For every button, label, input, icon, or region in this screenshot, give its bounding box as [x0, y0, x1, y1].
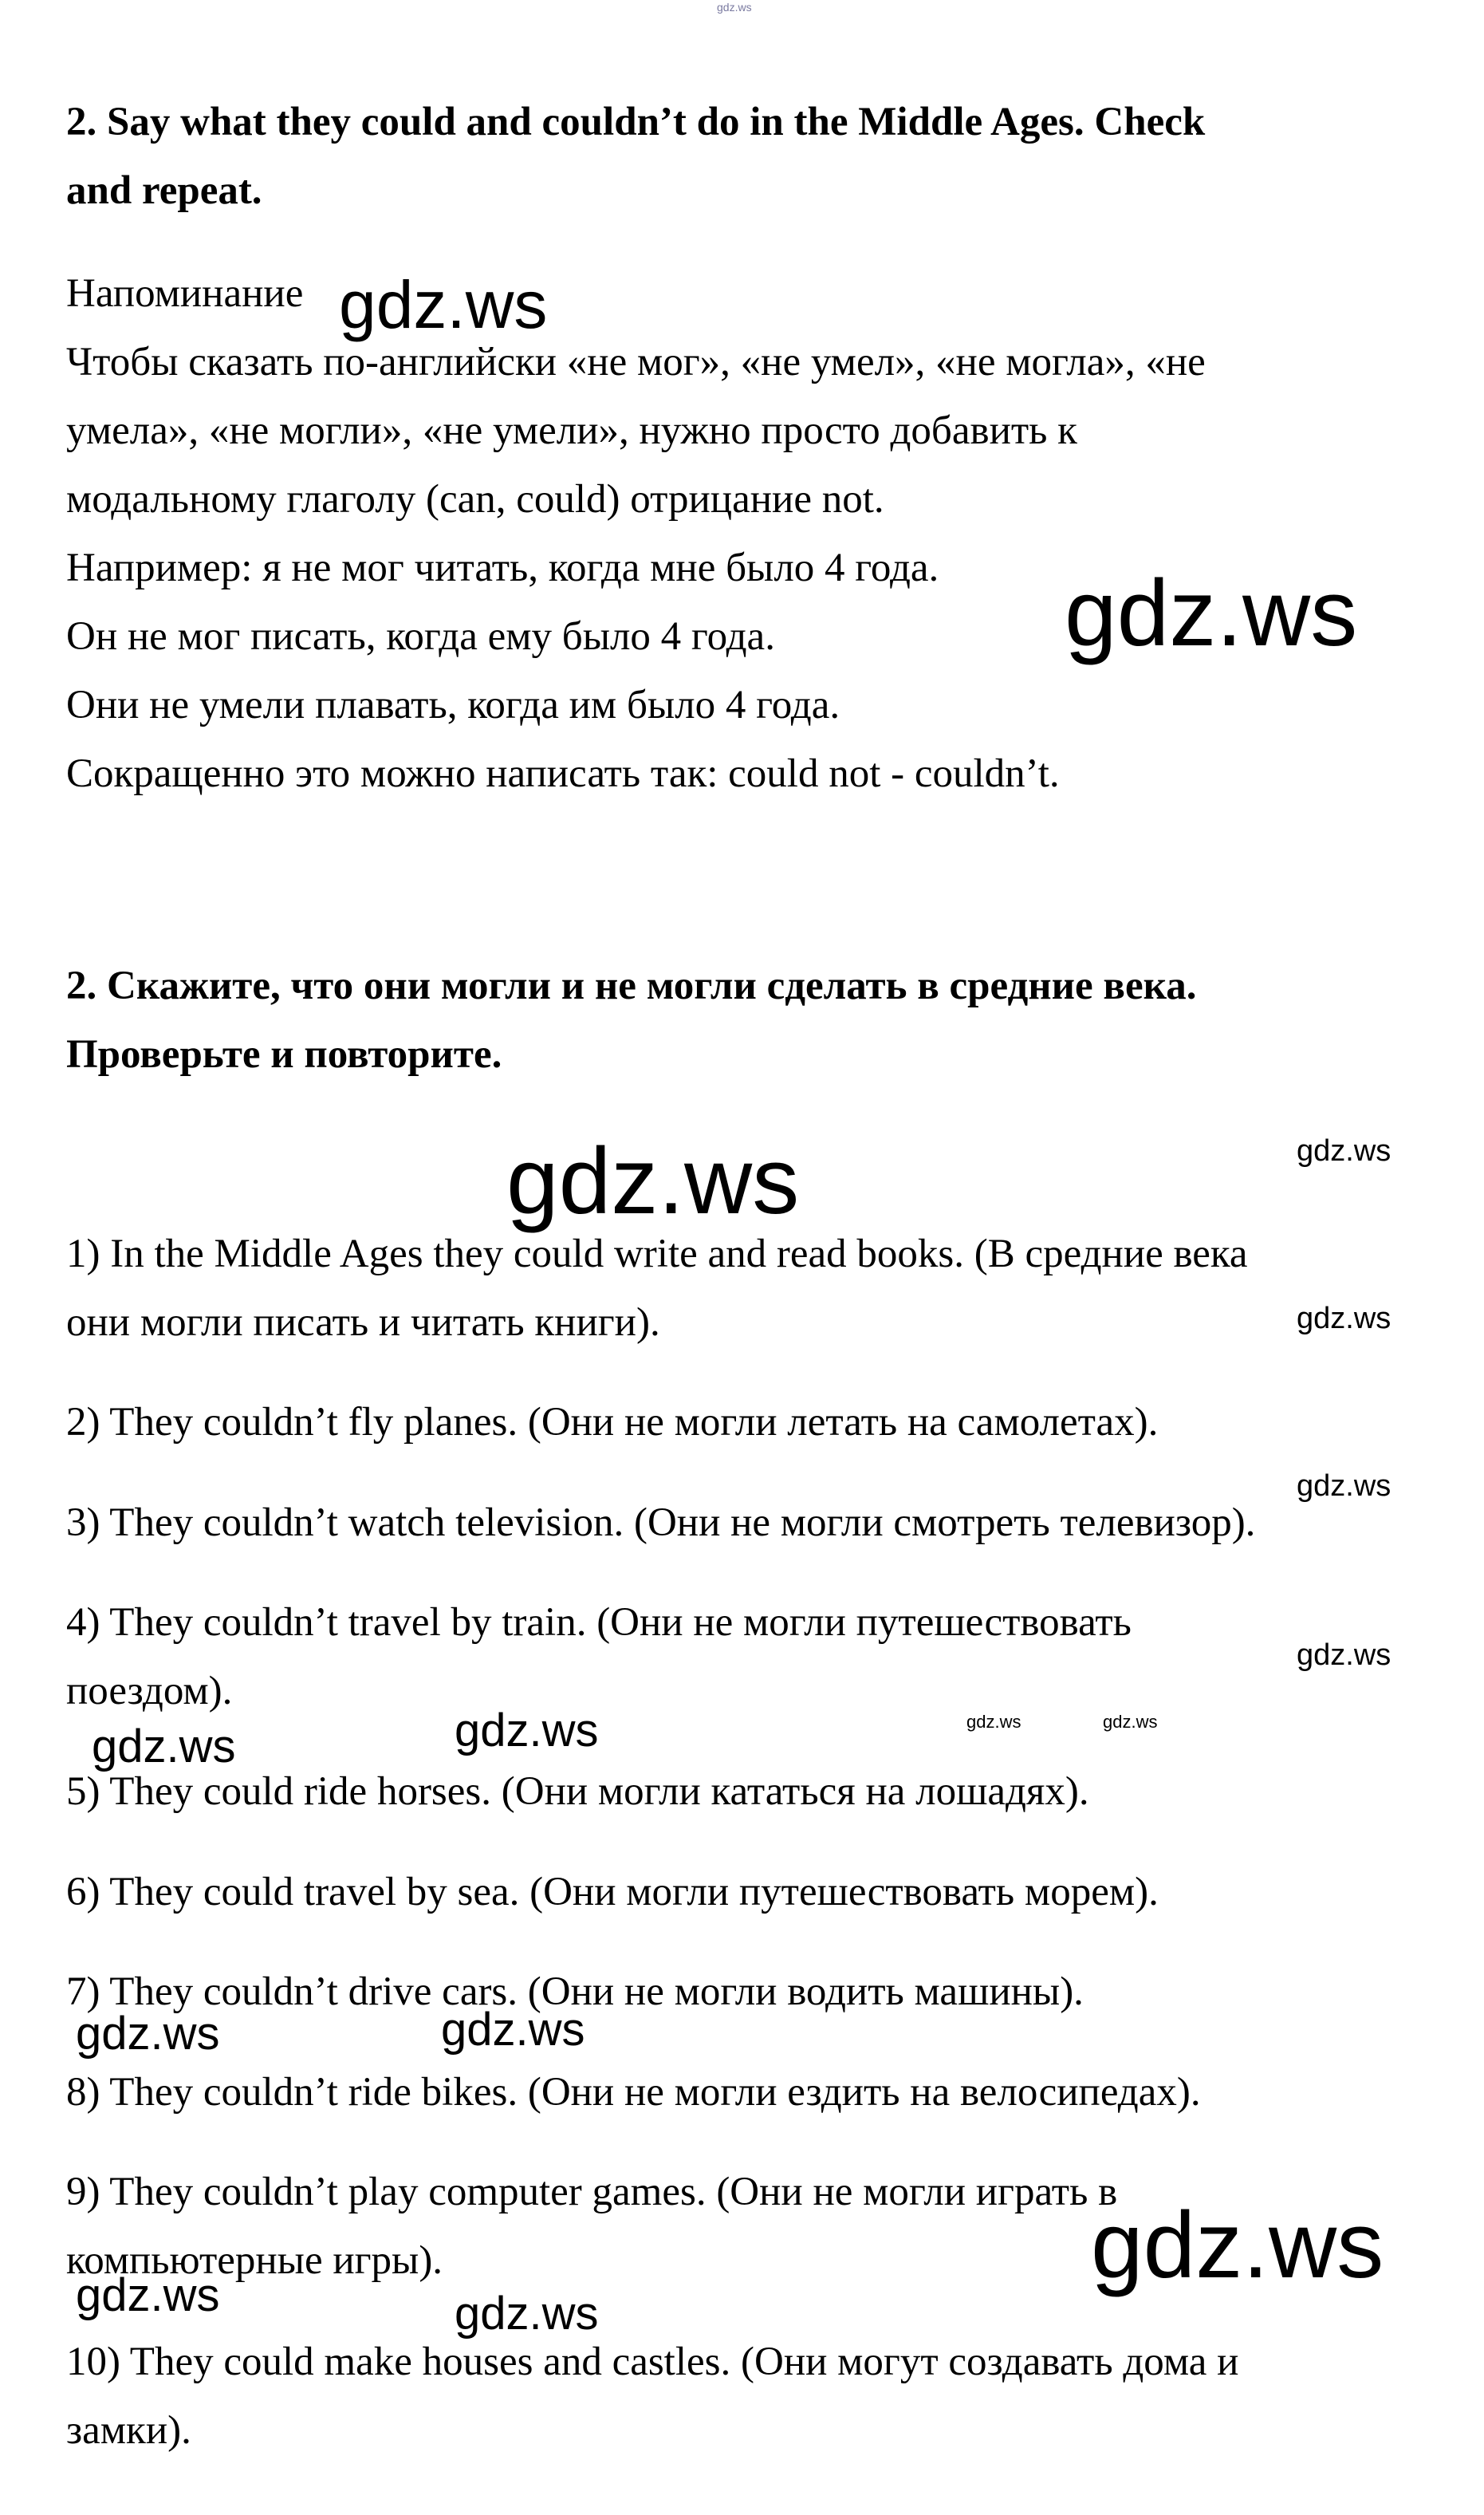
- answer-item: они могли писать и читать книги).: [66, 1300, 660, 1345]
- watermark: gdz.ws: [1297, 1302, 1391, 1335]
- reminder-line: Чтобы сказать по-английски «не мог», «не умел», «не могла», «не: [66, 340, 1206, 384]
- reminder-heading: Напоминание: [66, 271, 304, 316]
- exercise-title-en-line1: 2. Say what they could and couldn’t do in the Middle Ages. Check: [66, 100, 1206, 144]
- exercise-title-ru-line2: Проверьте и повторите.: [66, 1032, 502, 1077]
- watermark: gdz.ws: [966, 1712, 1021, 1732]
- watermark: gdz.ws: [1297, 1134, 1391, 1168]
- watermark: gdz.ws: [1103, 1712, 1158, 1732]
- answer-item: 5) They could ride horses. (Они могли кататься на лошадях).: [66, 1769, 1089, 1814]
- watermark: gdz.ws: [76, 2008, 220, 2060]
- answer-item: 3) They couldn’t watch television. (Они не могли смотреть телевизор).: [66, 1500, 1256, 1545]
- watermark: gdz.ws: [455, 1705, 599, 1756]
- watermark: gdz.ws: [441, 2004, 585, 2056]
- answer-item: 4) They couldn’t travel by train. (Они не могли путешествовать: [66, 1600, 1132, 1645]
- watermark: gdz.ws: [1297, 1638, 1391, 1672]
- reminder-line: Например: я не мог читать, когда мне было 4 года.: [66, 546, 939, 590]
- watermark: gdz.ws: [339, 267, 548, 342]
- watermark: gdz.ws: [1065, 561, 1358, 666]
- watermark: gdz.ws: [1091, 2193, 1384, 2298]
- answer-item: 9) They couldn’t play computer games. (Они не могли играть в: [66, 2170, 1118, 2214]
- answer-item: 2) They couldn’t fly planes. (Они не могли летать на самолетах).: [66, 1400, 1159, 1445]
- answer-item: 8) They couldn’t ride bikes. (Они не могли ездить на велосипедах).: [66, 2070, 1201, 2115]
- answer-item: 10) They could make houses and castles. (Они могут создавать дома и: [66, 2340, 1239, 2384]
- answer-item: 1) In the Middle Ages they could write and read books. (В средние века: [66, 1232, 1248, 1276]
- reminder-line: Он не мог писать, когда ему было 4 года.: [66, 614, 775, 659]
- answer-item: замки).: [66, 2408, 191, 2453]
- watermark: gdz.ws: [92, 1721, 236, 1772]
- reminder-line: Сокращенно это можно написать так: could not - couldn’t.: [66, 751, 1060, 796]
- watermark-top: gdz.ws: [717, 1, 752, 14]
- watermark: gdz.ws: [1297, 1469, 1391, 1503]
- answer-item: 6) They could travel by sea. (Они могли путешествовать морем).: [66, 1870, 1159, 1914]
- watermark: gdz.ws: [76, 2269, 220, 2321]
- answer-item: 7) They couldn’t drive cars. (Они не могли водить машины).: [66, 1969, 1084, 2014]
- exercise-title-en-line2: and repeat.: [66, 168, 262, 213]
- answer-item: компьютерные игры).: [66, 2238, 443, 2283]
- answer-item: поездом).: [66, 1669, 233, 1713]
- reminder-line: модальному глаголу (can, could) отрицание not.: [66, 477, 884, 522]
- reminder-line: Они не умели плавать, когда им было 4 года.: [66, 683, 840, 727]
- exercise-title-ru-line1: 2. Скажите, что они могли и не могли сделать в средние века.: [66, 964, 1197, 1008]
- watermark: gdz.ws: [455, 2288, 599, 2340]
- reminder-line: умела», «не могли», «не умели», нужно просто добавить к: [66, 408, 1077, 453]
- watermark: gdz.ws: [506, 1129, 800, 1234]
